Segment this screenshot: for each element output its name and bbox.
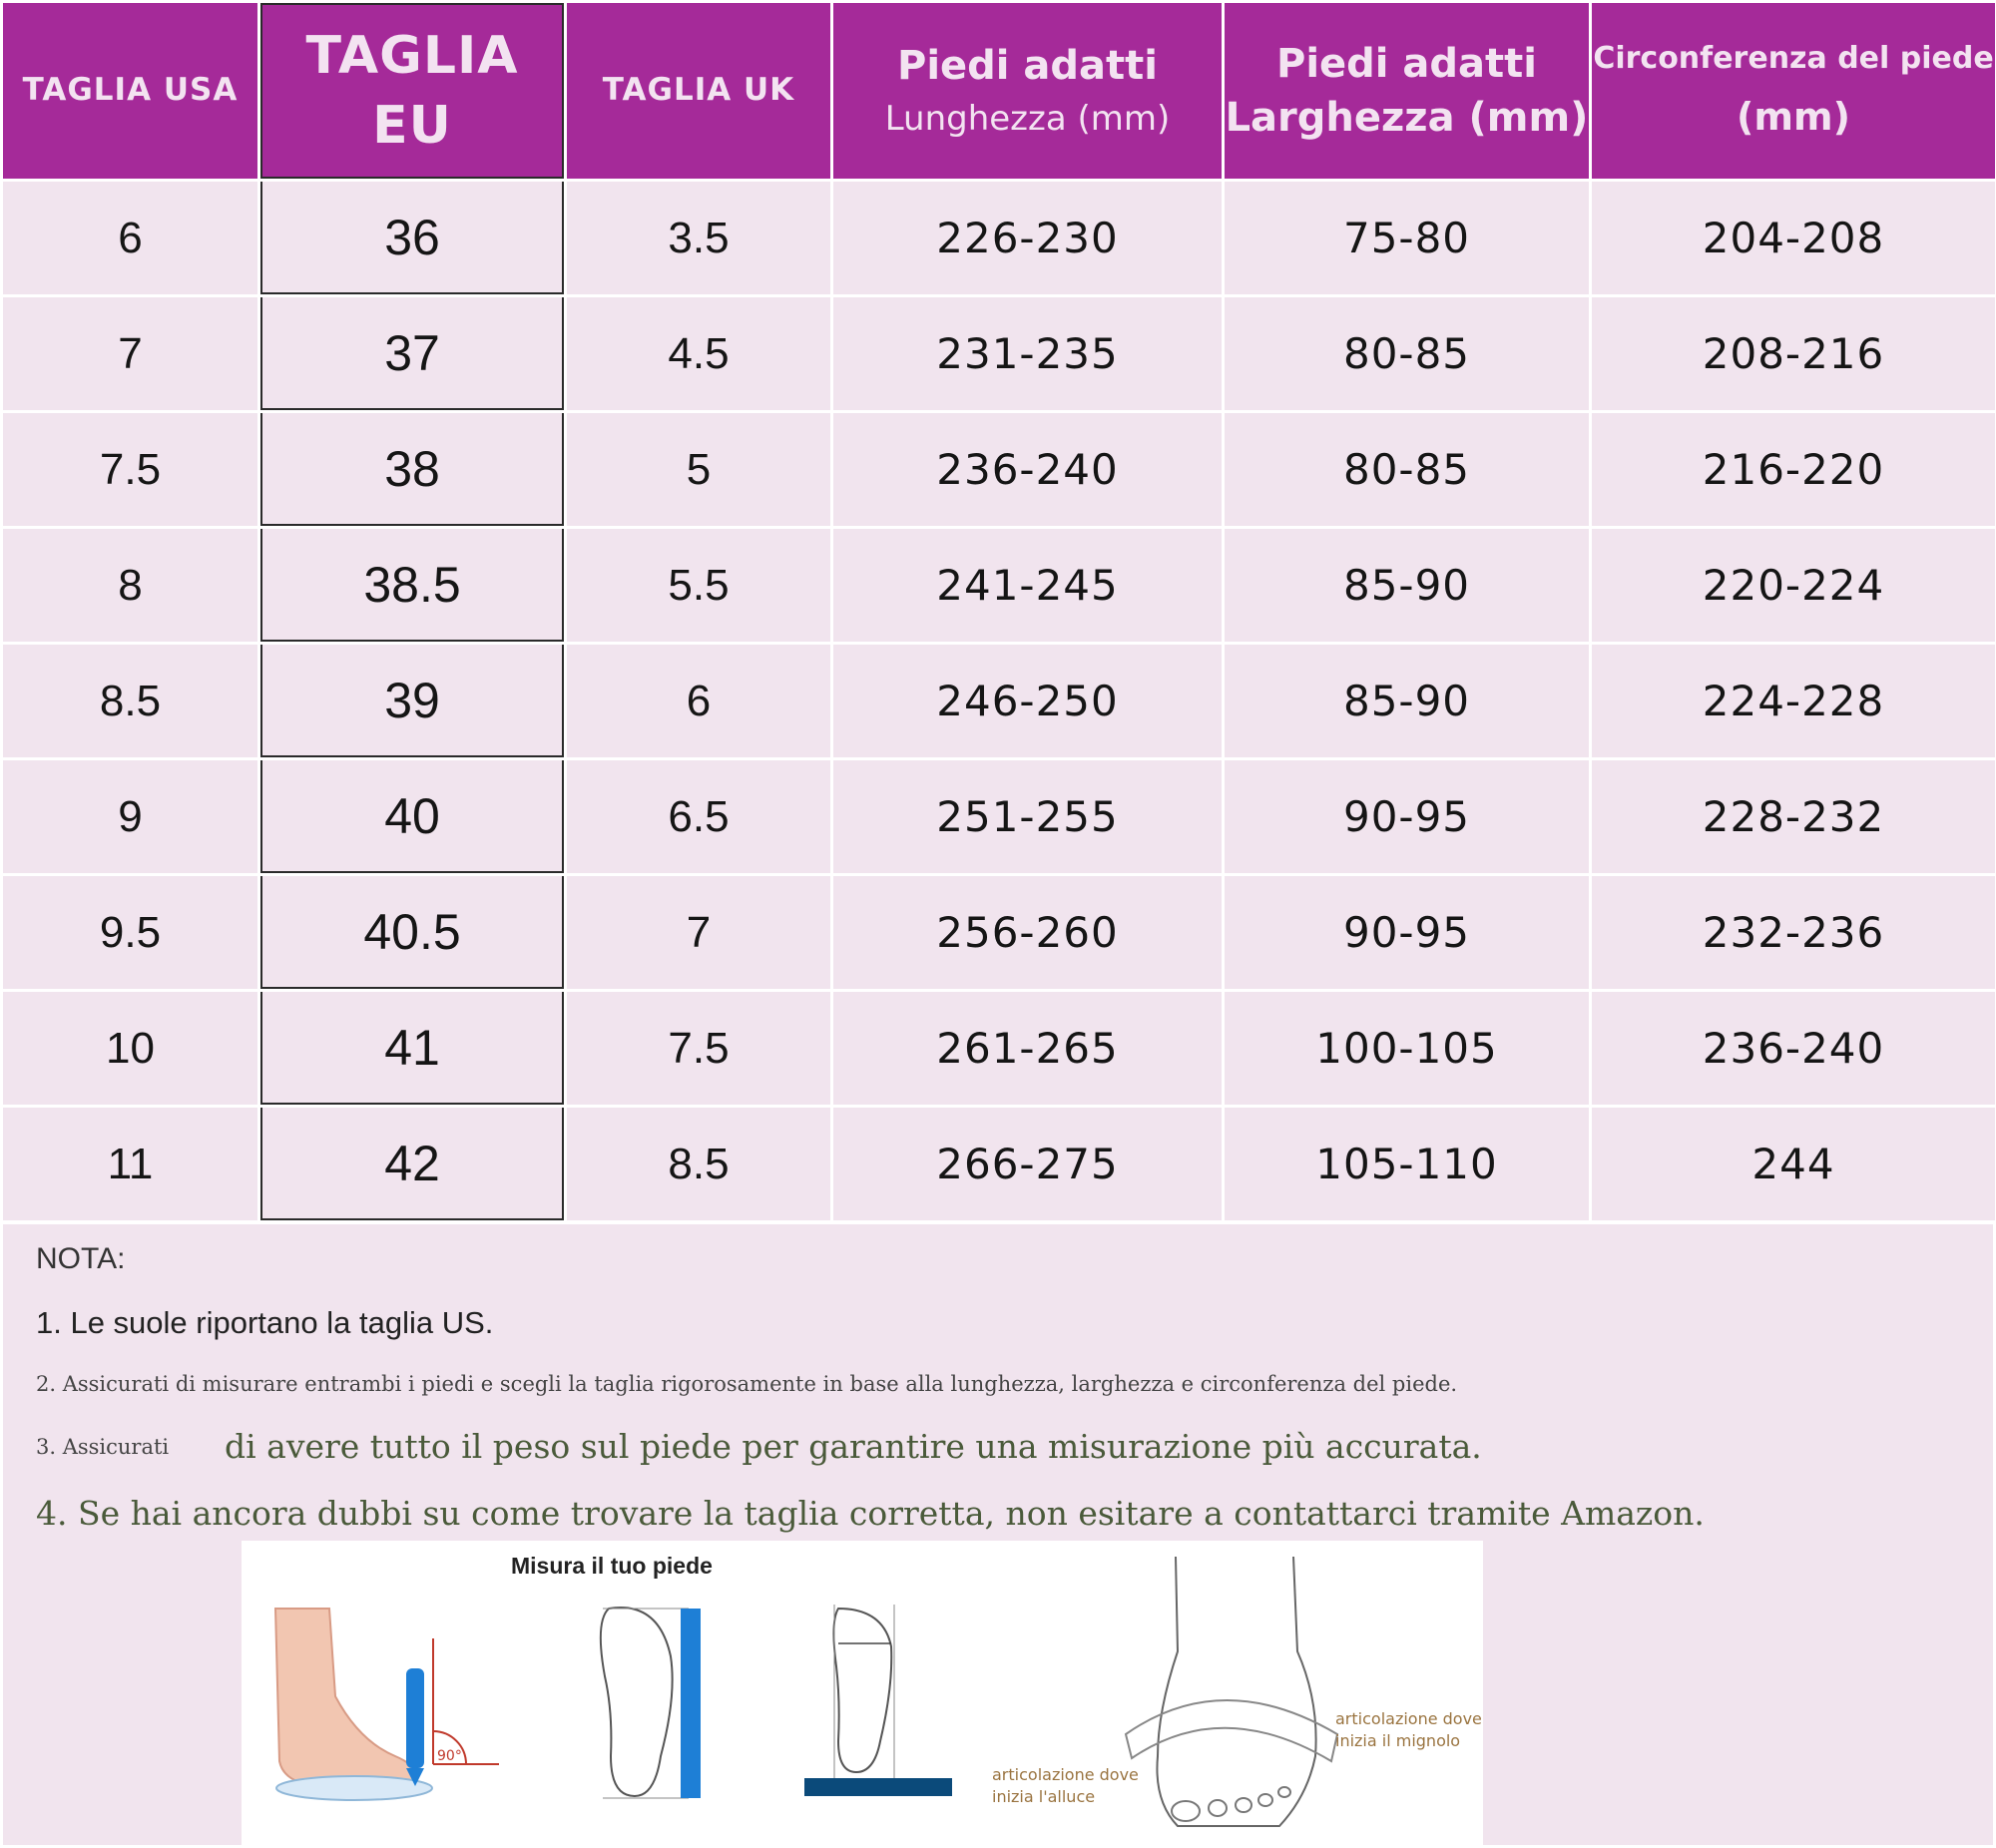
cell-foot-width: 80-85 [1225, 297, 1589, 410]
cell-uk-size: 8.5 [567, 1108, 830, 1220]
cell-us-size: 10 [3, 992, 257, 1105]
cell-foot-width: 100-105 [1225, 992, 1589, 1105]
header-us-size: TAGLIA USA [3, 3, 257, 179]
cell-us-size: 7.5 [3, 413, 257, 526]
illustration-title: Misura il tuo piede [511, 1553, 713, 1579]
cell-uk-size: 5.5 [567, 529, 830, 642]
cell-eu-size: 40 [260, 760, 564, 873]
cell-foot-length: 266-275 [833, 1108, 1222, 1220]
cell-eu-size: 38.5 [260, 529, 564, 642]
cell-eu-size: 36 [260, 182, 564, 294]
cell-foot-circumference: 236-240 [1592, 992, 1995, 1105]
header-foot-width: Piedi adatti Larghezza (mm) [1225, 3, 1589, 179]
big-toe-label-line2: inizia l'alluce [992, 1787, 1096, 1806]
cell-foot-circumference: 208-216 [1592, 297, 1995, 410]
right-angle-icon [433, 1638, 499, 1764]
cell-foot-length: 251-255 [833, 760, 1222, 873]
cell-eu-size: 42 [260, 1108, 564, 1220]
cell-eu-size: 38 [260, 413, 564, 526]
cell-us-size: 9 [3, 760, 257, 873]
cell-foot-length: 261-265 [833, 992, 1222, 1105]
note-1: 1. Le suole riportano la taglia US. [36, 1305, 494, 1340]
note-3-text: di avere tutto il peso sul piede per garantire una misurazione più accurata. [225, 1427, 1482, 1466]
pen-icon [406, 1668, 424, 1786]
cell-uk-size: 7.5 [567, 992, 830, 1105]
note-3-prefix: 3. Assicurati [36, 1435, 170, 1459]
note-2: 2. Assicurati di misurare entrambi i piedi e scegli la taglia rigorosamente in base alla lunghezza, larghezza e circonferenza del piede. [36, 1372, 1458, 1396]
header-eu-size: TAGLIA EU [260, 3, 564, 179]
header-foot-length: Piedi adatti Lunghezza (mm) [833, 3, 1222, 179]
cell-uk-size: 6 [567, 645, 830, 757]
cell-foot-circumference: 216-220 [1592, 413, 1995, 526]
note-4: 4. Se hai ancora dubbi su come trovare la taglia corretta, non esitare a contattarci tramite Amazon. [36, 1494, 1705, 1533]
cell-foot-width: 85-90 [1225, 645, 1589, 757]
cell-uk-size: 6.5 [567, 760, 830, 873]
foot-circumference-icon [1126, 1557, 1337, 1826]
cell-foot-circumference: 220-224 [1592, 529, 1995, 642]
header-foot-circumference: Circonferenza del piede (mm) [1592, 3, 1995, 179]
cell-foot-length: 241-245 [833, 529, 1222, 642]
cell-foot-width: 80-85 [1225, 413, 1589, 526]
cell-eu-size: 41 [260, 992, 564, 1105]
cell-uk-size: 3.5 [567, 182, 830, 294]
footprint-width-icon [804, 1605, 952, 1796]
cell-foot-length: 256-260 [833, 876, 1222, 989]
big-toe-label-line1: articolazione dove [992, 1765, 1139, 1784]
cell-us-size: 11 [3, 1108, 257, 1220]
cell-us-size: 6 [3, 182, 257, 294]
cell-foot-width: 85-90 [1225, 529, 1589, 642]
cell-foot-circumference: 204-208 [1592, 182, 1995, 294]
cell-foot-length: 236-240 [833, 413, 1222, 526]
cell-foot-circumference: 228-232 [1592, 760, 1995, 873]
cell-us-size: 9.5 [3, 876, 257, 989]
little-toe-label-line1: articolazione dove [1335, 1709, 1482, 1728]
cell-foot-length: 226-230 [833, 182, 1222, 294]
cell-uk-size: 4.5 [567, 297, 830, 410]
cell-eu-size: 39 [260, 645, 564, 757]
notes-title: NOTA: [36, 1242, 126, 1275]
footprint-length-icon [601, 1608, 701, 1798]
cell-eu-size: 40.5 [260, 876, 564, 989]
cell-us-size: 8 [3, 529, 257, 642]
cell-foot-circumference: 232-236 [1592, 876, 1995, 989]
cell-foot-width: 105-110 [1225, 1108, 1589, 1220]
cell-foot-width: 90-95 [1225, 876, 1589, 989]
cell-foot-length: 246-250 [833, 645, 1222, 757]
cell-foot-circumference: 224-228 [1592, 645, 1995, 757]
angle-label: 90° [437, 1748, 462, 1764]
cell-uk-size: 7 [567, 876, 830, 989]
cell-foot-length: 231-235 [833, 297, 1222, 410]
cell-us-size: 7 [3, 297, 257, 410]
cell-foot-circumference: 244 [1592, 1108, 1995, 1220]
little-toe-label-line2: inizia il mignolo [1335, 1731, 1461, 1750]
cell-foot-width: 75-80 [1225, 182, 1589, 294]
cell-eu-size: 37 [260, 297, 564, 410]
cell-foot-width: 90-95 [1225, 760, 1589, 873]
header-uk-size: TAGLIA UK [567, 3, 830, 179]
cell-us-size: 8.5 [3, 645, 257, 757]
cell-uk-size: 5 [567, 413, 830, 526]
